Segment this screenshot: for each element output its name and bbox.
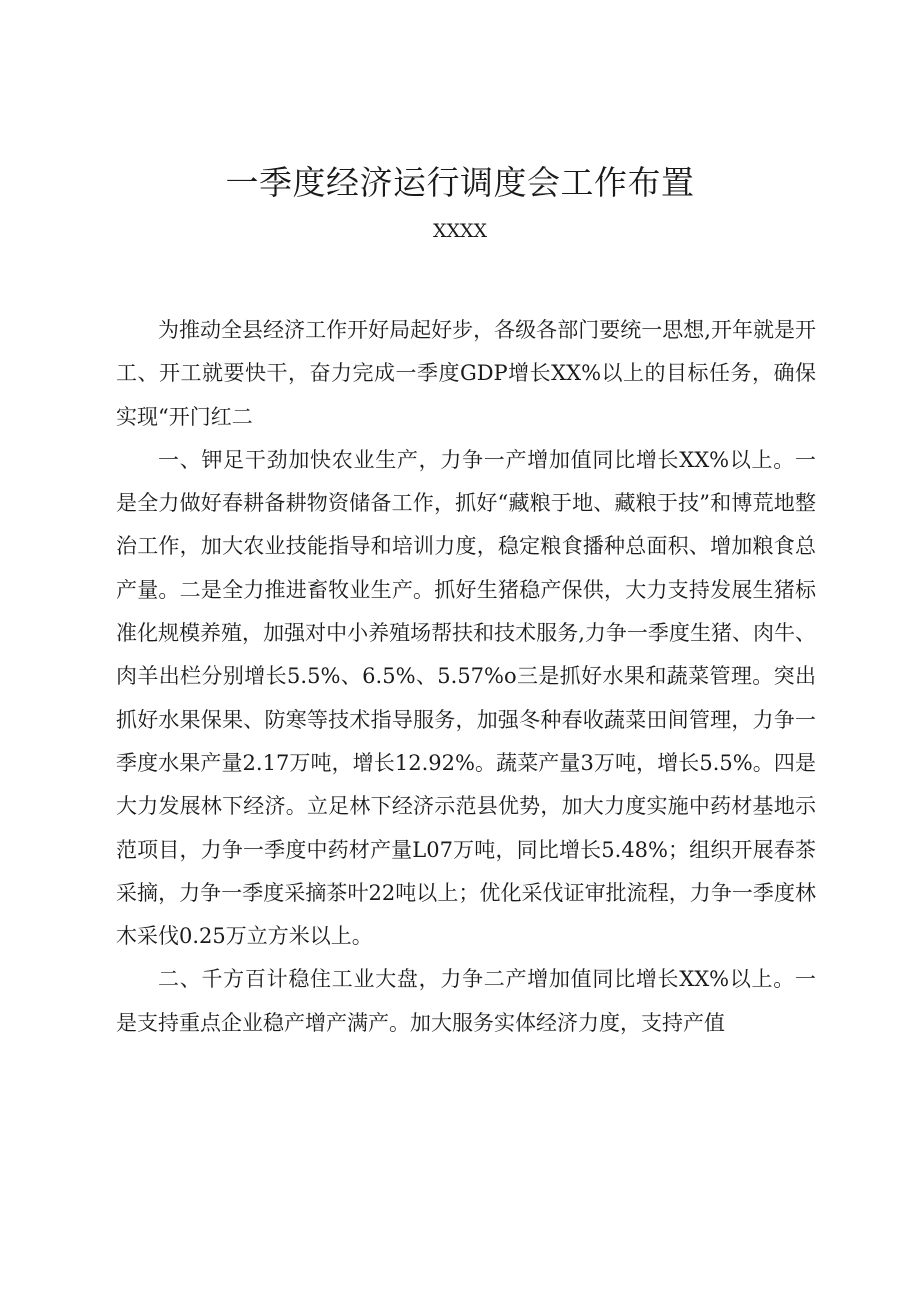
document-title: 一季度经济运行调度会工作布置: [225, 163, 695, 202]
document-author: XXXX: [432, 220, 488, 242]
paragraph-agriculture: 一、钾足干劲加快农业生产，力争一产增加值同比增长XX%以上。一是全力做好春耕备耕物资储备工作，抓好“藏粮于地、藏粮于技”和博荒地整治工作，加大农业技能指导和培训力度，稳定粮食播种总面积、增加粮食总产量。二是全力推进畜牧业生产。抓好生猪稳产保供，大力支持发展生猪标准化规模养殖，加强对中小养殖场帮扶和技术服务,力争一季度生猪、肉牛、肉羊出栏分别增长5.5%、6.5%、5.57%o三是抓好水果和蔬菜管理。突出抓好水果保果、防寒等技术指导服务，加强冬种春收蔬菜田间管理，力争一季度水果产量2.17万吨，增长12.92%。蔬菜产量3万吨，增长5.5%。四是大力发展林下经济。立足林下经济示范县优势，加大力度实施中药材基地示范项目，力争一季度中药材产量L07万吨，同比增长5.48%；组织开展春茶采摘，力争一季度采摘茶叶22吨以上；优化采伐证审批流程，力争一季度林木采伐0.25万立方米以上。: [116, 447, 816, 949]
paragraph-intro: 为推动全县经济工作开好局起好步，各级各部门要统一思想,开年就是开工、开工就要快干，奋力完成一季度GDP增长XX%以上的目标任务，确保实现“开门红二: [116, 318, 816, 429]
paragraph-industry: 二、千方百计稳住工业大盘，力争二产增加值同比增长XX%以上。一是支持重点企业稳产增产满产。加大服务实体经济力度，支持产值: [116, 967, 816, 1035]
document-body: [116, 309, 816, 1045]
